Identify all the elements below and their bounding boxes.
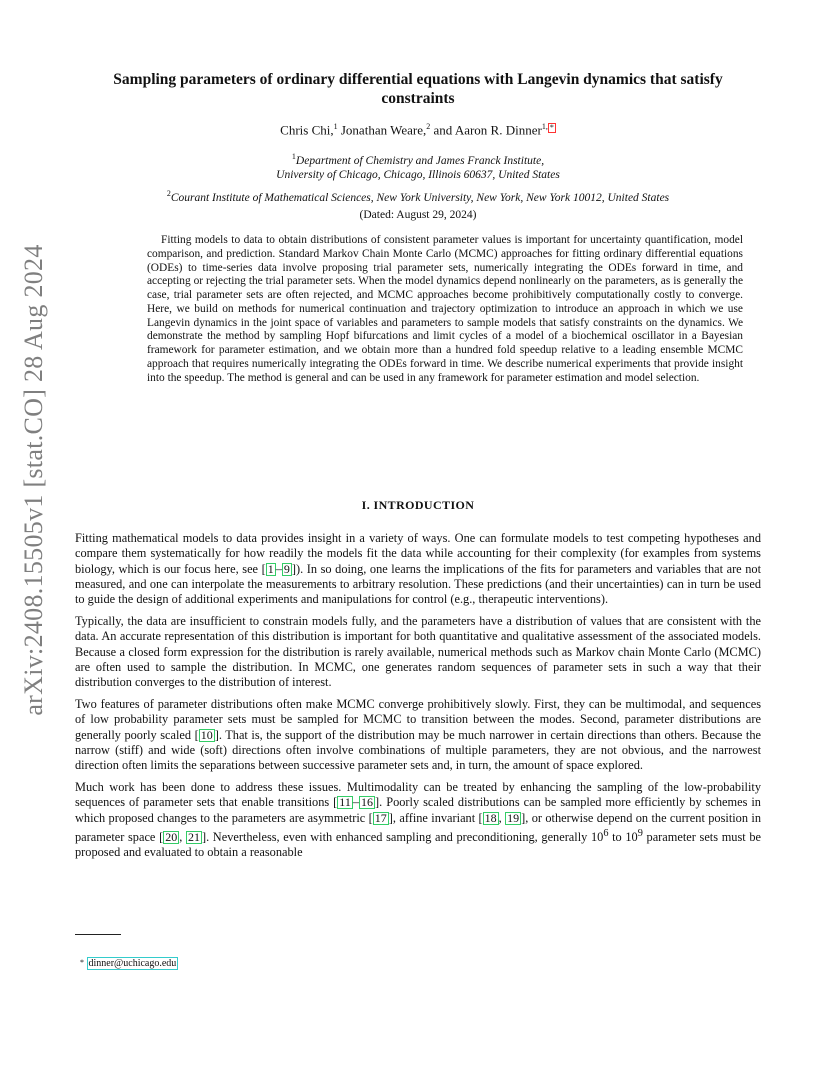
citation-link[interactable]: 19 [507,810,520,825]
author-weare-affil: 2 [426,122,431,131]
date-line: (Dated: August 29, 2024) [359,209,477,221]
author-dinner: Aaron R. Dinner [454,122,542,138]
author-chi: Chris Chi, [280,122,334,138]
citation-separator: , [179,829,186,844]
arxiv-identifier: arXiv:2408.15505v1 [stat.CO] 28 Aug 2024 [19,244,48,716]
paragraph-2: Typically, the data are insufficient to constrain models fully, and the parameters have a distribution of values that are consistent with the data. An accurate representation of this distribution is important for both quantitative and qualitative assessment of the associated models. Because a closed form expression for the distribution is rarely available, numerical methods such as Markov chain Monte Carlo (MCMC) are often used to sample the distribution. In MCMC, one generates random sequences of parameter sets in such a way that their distribution converges to the distribution of interest. [75,613,761,690]
paragraph-1: Fitting mathematical models to data provides insight in a variety of ways. One can formulate models to test competing hypotheses and compare them systematically for how readily the models fit the data while accounting for their complexity (for examples from systems biology, which is our focus here, see [ 1 – 9 ]). In so doing, one learns the implications of the fits for parameters and variables that are not measured, and one can interpolate the measurements to arbitrary resolution. These predictions (and their uncertainties) can in turn be used to guide the design of additional experiments and manipulations for control (e.g., therapeutic interventions). [75,531,761,607]
footnote [80,958,178,969]
citation-link[interactable]: 9 [283,561,290,576]
citation-range-dash: – [352,795,360,810]
author-chi-affil: 1 [333,122,338,131]
affiliation-1-number: 1 [291,152,296,161]
affiliation-1-line-1: Department of Chemistry and James Franck Institute, [295,154,545,167]
corresponding-author-link[interactable]: * [549,123,554,132]
footnote-marker: * [80,958,84,967]
affiliation-1-line-2: University of Chicago, Chicago, Illinois 60637, United States [276,169,560,182]
author-list [75,122,761,138]
affiliation-2 [75,187,761,205]
paragraph-4: Much work has been done to address these issues. Multimodality can be treated by enhancing the sampling of the low-probability sequences of parameter sets that enable transitions [ 11 – 16 ]. Poorly scaled distributions can be sampled more efficiently by schemes in which proposed changes to the parameters are asymmetric [ 17 ], affine invariant [ 18 , 19 ], or otherwise depend on the current position in parameter space [ 20 , 21 ]. Nevertheless, even with enhanced sampling and preconditioning, generally $10^6$ to $10^9$ parameter sets must be proposed and evaluated to obtain a reasonable [75,779,762,860]
paragraph-4-text-b: . Poorly scaled distributions can be sampled more efficiently by schemes in which proposed changes to the parameters are asymmetric [75,795,761,825]
author-dinner-affil: 1, [541,122,548,131]
paragraph-4-text-c: , affine invariant [392,810,479,825]
citation-link[interactable]: 20 [165,829,178,844]
paragraph-4-text-f: to 10 [608,829,638,844]
paragraph-4-text-g: parameter sets must be proposed and evaluated to obtain a reasonable [75,829,762,860]
author-conjunction: and [433,122,453,138]
citation-link[interactable]: 1 [267,561,274,576]
citation-range-dash: – [275,561,282,576]
citation-link[interactable]: 11 [339,795,351,810]
abstract: Fitting models to data to obtain distributions of consistent parameter values is important for uncertainty quantification, model comparison, and prediction. Standard Markov Chain Monte Carlo (MCMC) approaches for fitting ordinary differential equations (ODEs) to time-series data involve proposing trial parameter sets, numerically integrating the ODEs forward in time, and accepting or rejecting the trial parameter sets. When the model dynamics depend nonlinearly on the parameters, as is generally the case, trial parameter sets are often rejected, and MCMC approaches become prohibitively computationally costly to converge. Here, we build on methods for numerical continuation and trajectory optimization to introduce an approach in which we use Langevin dynamics in the joint space of variables and parameters to sample models that satisfy constraints on the dynamics. We demonstrate the method by sampling Hopf bifurcations and limit cycles of a model of a biochemical oscillator in a Bayesian framework for parameter estimation, and we obtain more than a hundred fold speedup relative to a leading ensemble MCMC approach that requires numerically integrating the ODEs forward in time. We describe numerical experiments that provide insight into the speedup. The method is general and can be used in any framework for parameter estimation and model selection. [147,234,743,384]
paragraph-4-text-e: . Nevertheless, even with enhanced sampling and preconditioning, generally 10 [206,829,604,844]
section-heading-introduction: I. INTRODUCTION [361,498,475,512]
paragraph-4-text-d: , or otherwise depend on the current position in parameter space [75,810,761,844]
paragraph-1-text-a: Fitting mathematical models to data provides insight in a variety of ways. One can formulate models to test competing hypotheses and compare them systematically for how readily the models fit the data while accounting for their complexity (for examples from systems biology, which is our focus here, see [75,531,761,576]
author-weare: Jonathan Weare, [340,122,427,138]
affiliation-2-number: 2 [166,189,171,198]
email-link[interactable]: dinner@uchicago.edu [88,958,177,969]
paragraph-1-text-b: ). In so doing, one learns the implications of the fits for parameters and variables that are not measured, and one can interpolate the measurements to arbitrary resolution. These predictions (and their uncertainties) can in turn be used to guide the design of additional experiments and manipulations for control (e.g., therapeutic interventions). [75,561,761,607]
exponent: 6 [603,827,609,839]
citation-separator: , [498,810,506,825]
paragraph-3-text-b: . That is, the support of the distribution may be much narrower in certain directions than others. Because the narrow (stiff) and wide (soft) directions often involve combinations of multiple parameters, they are not obvious, and the narrowest direction often limits the separations between successive parameter sets and, in turn, the amount of space explored. [75,727,762,773]
citation-link[interactable]: 16 [361,795,374,810]
citation-link[interactable]: 21 [187,829,200,844]
paragraph-4-text-a: Much work has been done to address these issues. Multimodality can be treated by enhancing the sampling of the low-probability sequences of parameter sets that enable transitions [75,779,761,810]
arxiv-sidebar-stamp [14,244,54,716]
paper-title: Sampling parameters of ordinary differential equations with Langevin dynamics that satisfy constraints [113,71,723,107]
footnote-rule [75,934,121,935]
citation-link[interactable]: 18 [484,810,497,825]
body-text [75,531,761,867]
citation-link[interactable]: 17 [374,810,387,825]
paragraph-3-text-a: Two features of parameter distributions often make MCMC converge prohibitively slowly. First, they can be multimodal, and sequences of low probability parameter sets must be sampled for MCMC to transition between the modes. Second, parameter distributions are generally poorly scaled [75,696,761,742]
affiliation-2-text: Courant Institute of Mathematical Sciences, New York University, New York, New York 10012, United States [170,191,670,204]
paragraph-3: Two features of parameter distributions often make MCMC converge prohibitively slowly. First, they can be multimodal, and sequences of low probability parameter sets must be sampled for MCMC to transition between the modes. Second, parameter distributions are generally poorly scaled [ 10 ]. That is, the support of the distribution may be much narrower in certain directions than others. Because the narrow (stiff) and wide (soft) directions often involve combinations of multiple parameters, they are not obvious, and the narrowest direction often limits the separations between successive parameter sets and, in turn, the amount of space explored. [75,696,762,773]
citation-link[interactable]: 10 [200,727,213,742]
affiliation-1 [75,150,761,183]
exponent: 9 [637,827,643,839]
